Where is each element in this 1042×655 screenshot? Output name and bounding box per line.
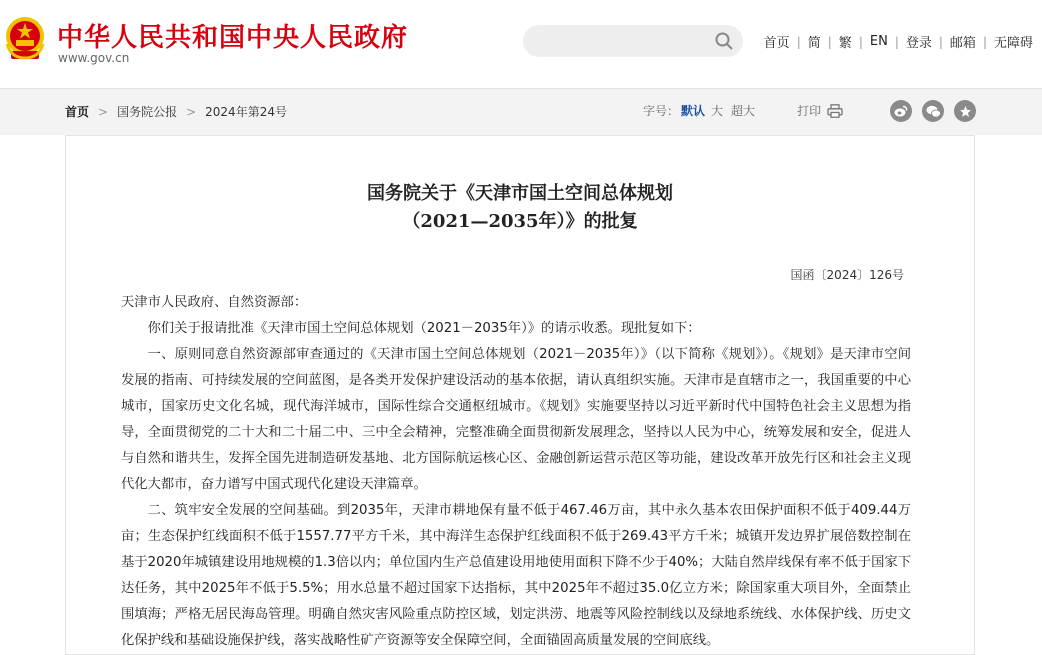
nav-home[interactable]: 首页 <box>763 36 790 51</box>
font-size-large[interactable]: 大 <box>711 104 724 118</box>
document-paragraph: 你们关于报请批准《天津市国土空间总体规划（2021－2035年）》的请示收悉。现批复如下： <box>147 321 701 336</box>
document-addressee: 天津市人民政府、自然资源部： <box>121 295 308 310</box>
chevron-right-icon: > <box>98 104 109 119</box>
font-size-label: 字号： <box>643 104 680 118</box>
weibo-share-button[interactable] <box>890 100 912 122</box>
nav-divider: | <box>858 34 863 49</box>
document-number: 国函〔2024〕126号 <box>790 268 904 282</box>
star-icon <box>959 105 972 118</box>
top-nav <box>757 32 1040 51</box>
document-card <box>65 135 975 655</box>
nav-divider: | <box>982 34 987 49</box>
breadcrumb-issue[interactable]: 2024年第24号 <box>205 105 287 119</box>
nav-simplified[interactable]: 简 <box>807 36 821 51</box>
document-paragraph: 二、筑牢安全发展的空间基础。到2035年，天津市耕地保有量不低于467.46万亩，其中永久基本农田保护面积不低于409.44万亩；生态保护红线面积不低于1557.77平方千米，其中海洋生态保护红线面积不低于269.43平方千米；城镇开发边界扩展倍数控制在基于2020年城镇建设用地规模的1.3倍以内；单位国内生产总值建设用地使用面积下降不少于40%；大陆自然岸线保有率不低于国家下达任务，其中2025年不低于5.5%；用水总量不超过国家下达指标，其中2025年不超过35.0亿立方米；除国家重大项目外，全面禁止围填海；严格无居民海岛管理。明确自然灾害风险重点防控区域，划定洪涝、地震等风险控制线以及绿地系统线、水体保护线、历史文化保护线和基础设施保护线，落实战略性矿产资源等安全保障空间，全面锚固高质量发展的空间底线。 <box>121 503 911 648</box>
font-size-default[interactable]: 默认 <box>681 104 706 118</box>
site-title[interactable]: 中华人民共和国中央人民政府 <box>57 23 409 53</box>
document-title <box>66 180 974 236</box>
document-paragraph: 一、原则同意自然资源部审查通过的《天津市国土空间总体规划（2021－2035年）》（以下简称《规划》）。《规划》是天津市空间发展的指南、可持续发展的空间蓝图，是各类开发保护建设活动的基本依据，请认真组织实施。天津市是直辖市之一，我国重要的中心城市，国家历史文化名城，现代海洋城市，国际性综合交通枢纽城市。《规划》实施要坚持以习近平新时代中国特色社会主义思想为指导，全面贯彻党的二十大和二十届二中、三中全会精神，完整准确全面贯彻新发展理念，坚持以人民为中心，统筹发展和安全，促进人与自然和谐共生，发挥全国先进制造研发基地、北方国际航运核心区、金融创新运营示范区等功能，建设改革开放先行区和社会主义现代化大都市，奋力谱写中国式现代化建设天津篇章。 <box>121 347 911 492</box>
breadcrumb <box>65 103 287 120</box>
breadcrumb-bar <box>0 89 1042 135</box>
nav-divider: | <box>894 34 899 49</box>
document-body <box>121 290 911 654</box>
national-emblem-logo[interactable] <box>3 14 47 62</box>
nav-divider: | <box>827 34 832 49</box>
wechat-icon <box>926 105 941 118</box>
search-icon[interactable] <box>715 32 733 50</box>
document-title-line-2: （2021—2035年）》的批复 <box>402 211 638 232</box>
nav-accessibility[interactable]: 无障碍 <box>993 36 1033 51</box>
nav-divider: | <box>796 34 801 49</box>
reading-tools <box>643 102 843 119</box>
nav-mailbox[interactable]: 邮箱 <box>949 36 976 51</box>
nav-divider: | <box>938 34 943 49</box>
document-title-line-1: 国务院关于《天津市国土空间总体规划 <box>367 183 673 204</box>
breadcrumb-home[interactable]: 首页 <box>65 105 90 119</box>
font-size-extra-large[interactable]: 超大 <box>731 104 756 118</box>
nav-login[interactable]: 登录 <box>905 36 932 51</box>
favorite-button[interactable] <box>954 100 976 122</box>
print-button[interactable] <box>797 102 843 119</box>
wechat-share-button[interactable] <box>922 100 944 122</box>
breadcrumb-section[interactable]: 国务院公报 <box>117 105 178 119</box>
printer-icon <box>827 104 843 118</box>
search-input[interactable] <box>523 25 743 57</box>
site-url[interactable]: www.gov.cn <box>58 51 130 65</box>
chevron-right-icon: > <box>186 104 197 119</box>
print-label: 打印 <box>797 104 822 118</box>
site-header <box>0 0 1042 89</box>
nav-traditional[interactable]: 繁 <box>838 36 852 51</box>
weibo-icon <box>894 105 908 117</box>
nav-english[interactable]: EN <box>869 34 888 49</box>
